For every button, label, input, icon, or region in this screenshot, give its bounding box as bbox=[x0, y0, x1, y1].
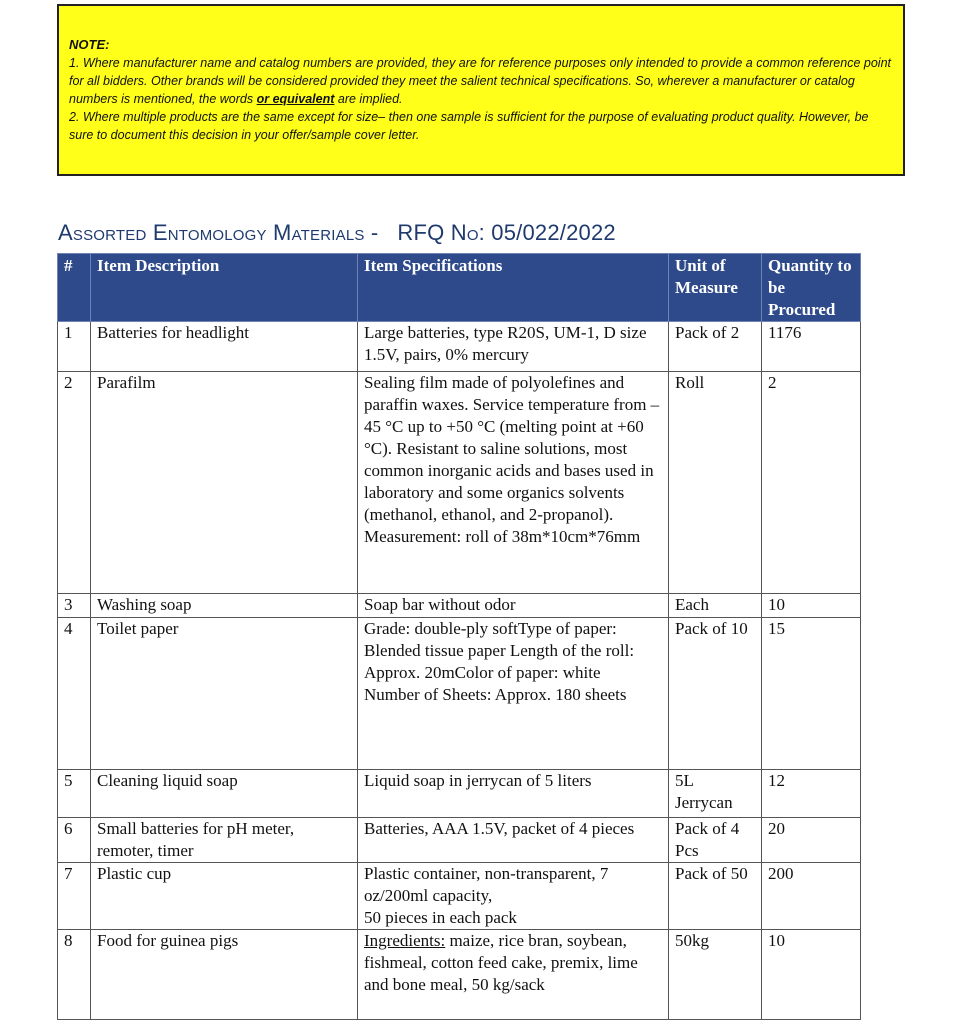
note-item-1-text: 1. Where manufacturer name and catalog numbers are provided, they are for reference purposes only intended to provide a common reference point for all bidders. Other brands will be considered provided they meet the salient technical specifications. So, wherever a manufacturer or catalog numbers is mentioned, the words bbox=[69, 56, 891, 106]
header-quantity: Quantity to be Procured bbox=[762, 254, 861, 322]
unit-of-measure: 5L Jerrycan bbox=[669, 770, 762, 818]
header-number: # bbox=[58, 254, 91, 322]
note-title: NOTE: bbox=[69, 37, 110, 52]
section-title: Assorted Entomology Materials - bbox=[58, 220, 379, 245]
note-item-1-end: are implied. bbox=[337, 92, 403, 106]
item-specifications: Liquid soap in jerrycan of 5 liters bbox=[358, 770, 669, 818]
row-number: 6 bbox=[58, 818, 91, 863]
item-description: Batteries for headlight bbox=[91, 322, 358, 372]
item-specifications: Sealing film made of polyolefines and paraffin waxes. Service temperature from –45 °C up to +50 °C (melting point at +60 °C). Resistant to saline solutions, most common inorganic acids and bases used in laboratory and some organics solvents (methanol, ethanol, and 2-propanol). Measurement: roll of 38m*10cm*76mm bbox=[358, 372, 669, 594]
quantity: 1176 bbox=[762, 322, 861, 372]
item-specifications: Soap bar without odor bbox=[358, 594, 669, 618]
table-row bbox=[58, 594, 861, 618]
unit-of-measure: Pack of 2 bbox=[669, 322, 762, 372]
quantity: 12 bbox=[762, 770, 861, 818]
table-row bbox=[58, 322, 861, 372]
ingredients-text: maize, rice bran, soybean, fishmeal, cotton feed cake, premix, lime and bone meal, 50 kg/sack bbox=[364, 931, 638, 994]
quantity: 10 bbox=[762, 930, 861, 1020]
quantity: 15 bbox=[762, 618, 861, 770]
table-row bbox=[58, 930, 861, 1020]
quantity: 10 bbox=[762, 594, 861, 618]
note-box bbox=[57, 4, 905, 176]
ingredients-label: Ingredients: bbox=[364, 931, 446, 950]
item-specifications: Grade: double-ply softType of paper: Blended tissue paper Length of the roll: Approx. 20mColor of paper: white Number of Sheets: Approx. 180 sheets bbox=[358, 618, 669, 770]
table-row bbox=[58, 863, 861, 930]
unit-of-measure: Pack of 50 bbox=[669, 863, 762, 930]
unit-of-measure: Pack of 10 bbox=[669, 618, 762, 770]
item-specifications: Batteries, AAA 1.5V, packet of 4 pieces bbox=[358, 818, 669, 863]
unit-of-measure: Each bbox=[669, 594, 762, 618]
unit-of-measure: Pack of 4 Pcs bbox=[669, 818, 762, 863]
unit-of-measure: 50kg bbox=[669, 930, 762, 1020]
row-number: 7 bbox=[58, 863, 91, 930]
header-item-description: Item Description bbox=[91, 254, 358, 322]
row-number: 1 bbox=[58, 322, 91, 372]
item-description: Small batteries for pH meter, remoter, timer bbox=[91, 818, 358, 863]
item-specifications bbox=[358, 930, 669, 1020]
quantity: 200 bbox=[762, 863, 861, 930]
row-number: 2 bbox=[58, 372, 91, 594]
table-row bbox=[58, 818, 861, 863]
rfq-number: RFQ No: 05/022/2022 bbox=[397, 220, 616, 245]
item-description: Toilet paper bbox=[91, 618, 358, 770]
item-description: Washing soap bbox=[91, 594, 358, 618]
item-description: Plastic cup bbox=[91, 863, 358, 930]
row-number: 5 bbox=[58, 770, 91, 818]
unit-of-measure: Roll bbox=[669, 372, 762, 594]
item-description: Parafilm bbox=[91, 372, 358, 594]
note-emphasis: or equivalent bbox=[256, 92, 335, 106]
item-specifications: Large batteries, type R20S, UM-1, D size 1.5V, pairs, 0% mercury bbox=[358, 322, 669, 372]
row-number: 8 bbox=[58, 930, 91, 1020]
table-row bbox=[58, 618, 861, 770]
item-description: Cleaning liquid soap bbox=[91, 770, 358, 818]
row-number: 4 bbox=[58, 618, 91, 770]
items-table bbox=[57, 253, 861, 1020]
note-item-1 bbox=[69, 54, 891, 108]
header-unit-of-measure: Unit of Measure bbox=[669, 254, 762, 322]
table-header-row bbox=[58, 254, 861, 322]
quantity: 2 bbox=[762, 372, 861, 594]
row-number: 3 bbox=[58, 594, 91, 618]
quantity: 20 bbox=[762, 818, 861, 863]
table-row bbox=[58, 372, 861, 594]
item-specifications: Plastic container, non-transparent, 7 oz/200ml capacity, 50 pieces in each pack bbox=[358, 863, 669, 930]
header-item-specifications: Item Specifications bbox=[358, 254, 669, 322]
item-description: Food for guinea pigs bbox=[91, 930, 358, 1020]
document-title bbox=[58, 220, 616, 246]
table-row bbox=[58, 770, 861, 818]
note-item-2: 2. Where multiple products are the same except for size– then one sample is sufficient for the purpose of evaluating product quality. However, be sure to document this decision in your offer/sample cover letter. bbox=[69, 110, 869, 142]
